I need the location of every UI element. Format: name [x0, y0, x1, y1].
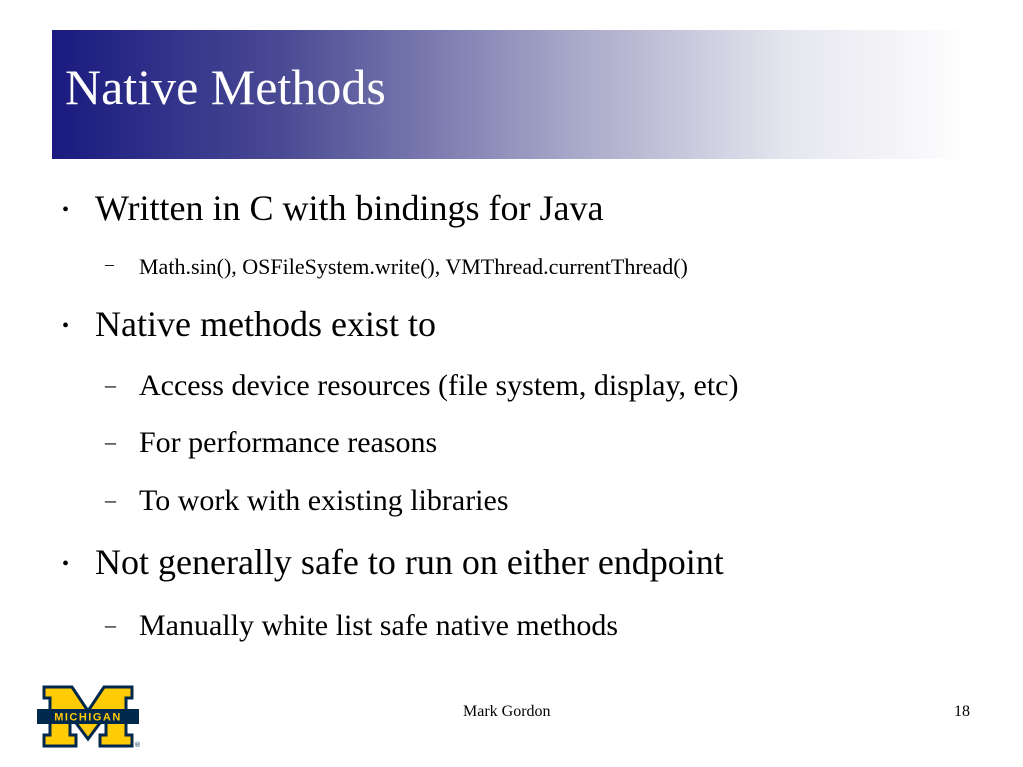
- sub-bullet-dash: –: [105, 429, 116, 454]
- bullet-text: Written in C with bindings for Java: [95, 188, 604, 228]
- bullet-dot: •: [62, 199, 70, 221]
- sub-bullet-dash: –: [105, 612, 116, 637]
- footer-author: Mark Gordon: [463, 703, 551, 720]
- sub-bullet-dash: –: [105, 254, 114, 274]
- sub-bullet-text: To work with existing libraries: [139, 484, 509, 517]
- slide-title: Native Methods: [65, 59, 386, 115]
- sub-bullet-text: Manually white list safe native methods: [139, 609, 619, 642]
- sub-bullet-dash: –: [105, 372, 116, 397]
- slide-number: 18: [954, 703, 970, 720]
- michigan-block-m-logo: [34, 685, 142, 749]
- bullet-text: Native methods exist to: [95, 304, 436, 344]
- sub-bullet-dash: –: [105, 487, 116, 512]
- logo-wordmark: MICHIGAN: [54, 711, 122, 724]
- sub-bullet-text: Math.sin(), OSFileSystem.write(), VMThread.currentThread(): [139, 254, 688, 279]
- bullet-dot: •: [62, 315, 70, 337]
- bullet-text: Not generally safe to run on either endpoint: [95, 542, 724, 582]
- bullet-dot: •: [62, 553, 70, 575]
- sub-bullet-text: Access device resources (file system, display, etc): [139, 369, 739, 402]
- sub-bullet-text: For performance reasons: [139, 426, 438, 459]
- logo-registered-mark: ®: [134, 741, 141, 749]
